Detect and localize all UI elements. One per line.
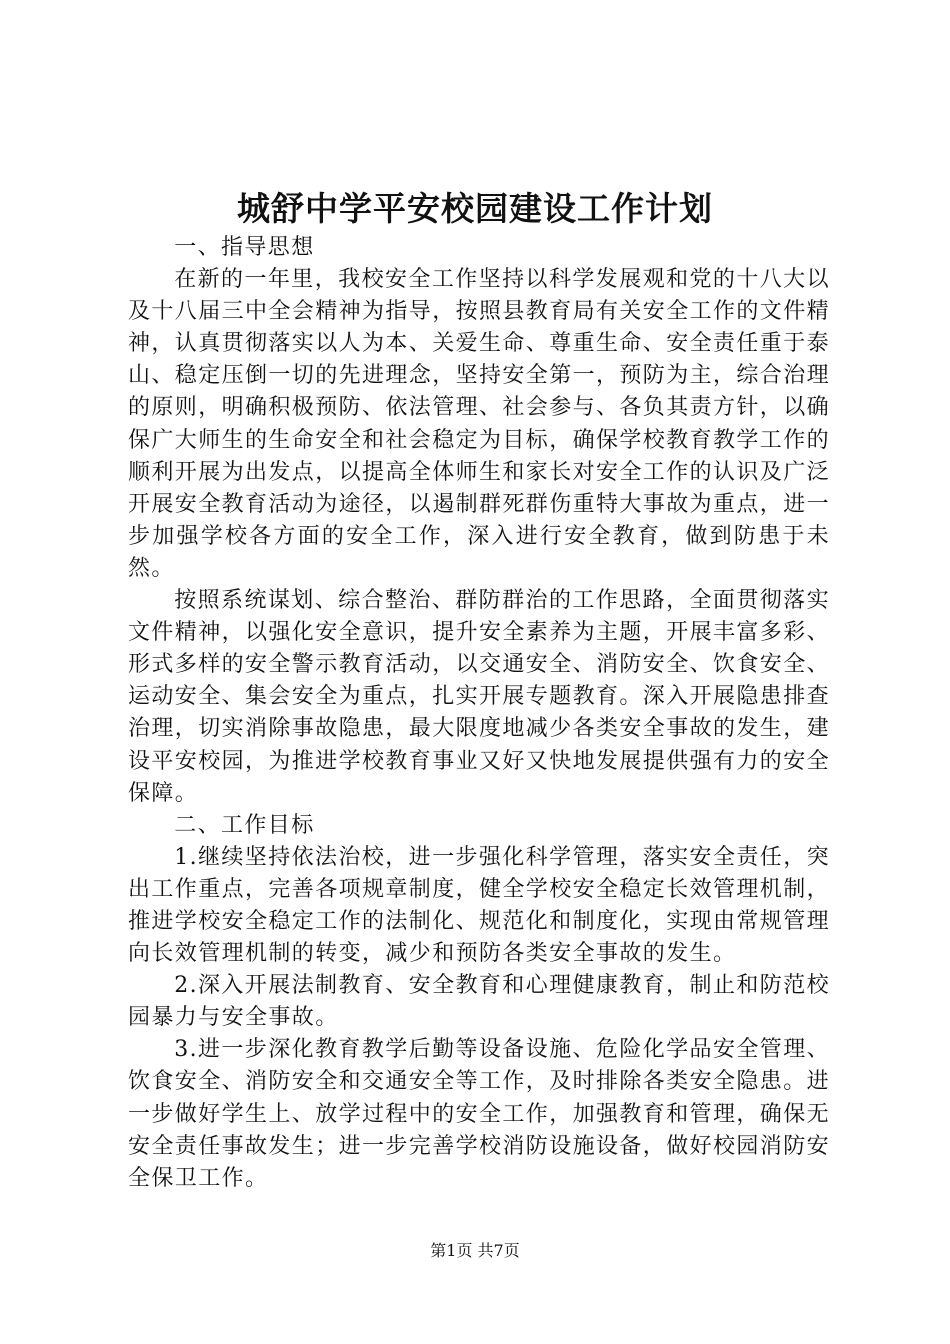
goal-item-1: 1.继续坚持依法治校，进一步强化科学管理，落实安全责任，突出工作重点，完善各项规章制度，健全学校安全稳定长效管理机制，推进学校安全稳定工作的法制化、规范化和制度化，实现由常规管理向长效管理机制的转变，减少和预防各类安全事故的发生。	[128, 844, 831, 967]
section-heading-work-goals: 二、工作目标	[174, 812, 315, 838]
body-paragraph: 按照系统谋划、综合整治、群防群治的工作思路，全面贯彻落实文件精神，以强化安全意识，提升安全素养为主题，开展丰富多彩、形式多样的安全警示教育活动，以交通安全、消防安全、饮食安全、运动安全、集会安全为重点，扎实开展专题教育。深入开展隐患排查治理，切实消除事故隐患，最大限度地减少各类安全事故的发生，建设平安校园，为推进学校教育事业又好又快地发展提供强有力的安全保障。	[128, 588, 831, 806]
goal-item-2: 2.深入开展法制教育、安全教育和心理健康教育，制止和防范校园暴力与安全事故。	[128, 973, 830, 1031]
goal-item-3: 3.进一步深化教育教学后勤等设备设施、危险化学品安全管理、饮食安全、消防安全和交通安全等工作，及时排除各类安全隐患。进一步做好学生上、放学过程中的安全工作，加强教育和管理，确保无安全责任事故发生；进一步完善学校消防设施设备，做好校园消防安全保卫工作。	[128, 1037, 831, 1191]
document-title: 城舒中学平安校园建设工作计划	[237, 189, 713, 228]
body-paragraph: 在新的一年里，我校安全工作坚持以科学发展观和党的十八大以及十八届三中全会精神为指导，按照县教育局有关安全工作的文件精神，认真贯彻落实以人为本、关爱生命、尊重生命、安全责任重于泰山、稳定压倒一切的先进理念，坚持安全第一，预防为主，综合治理的原则，明确积极预防、依法管理、社会参与、各负其责方针，以确保广大师生的生命安全和社会稳定为目标，确保学校教育教学工作的顺利开展为出发点，以提高全体师生和家长对安全工作的认识及广泛开展安全教育活动为途径，以遏制群死群伤重特大事故为重点，进一步加强学校各方面的安全工作，深入进行安全教育，做到防患于未然。	[128, 267, 831, 581]
document-body	[128, 232, 830, 1195]
page-number-footer: 第1页 共7页	[430, 1241, 520, 1260]
section-heading-guiding-ideology: 一、指导思想	[174, 235, 315, 260]
